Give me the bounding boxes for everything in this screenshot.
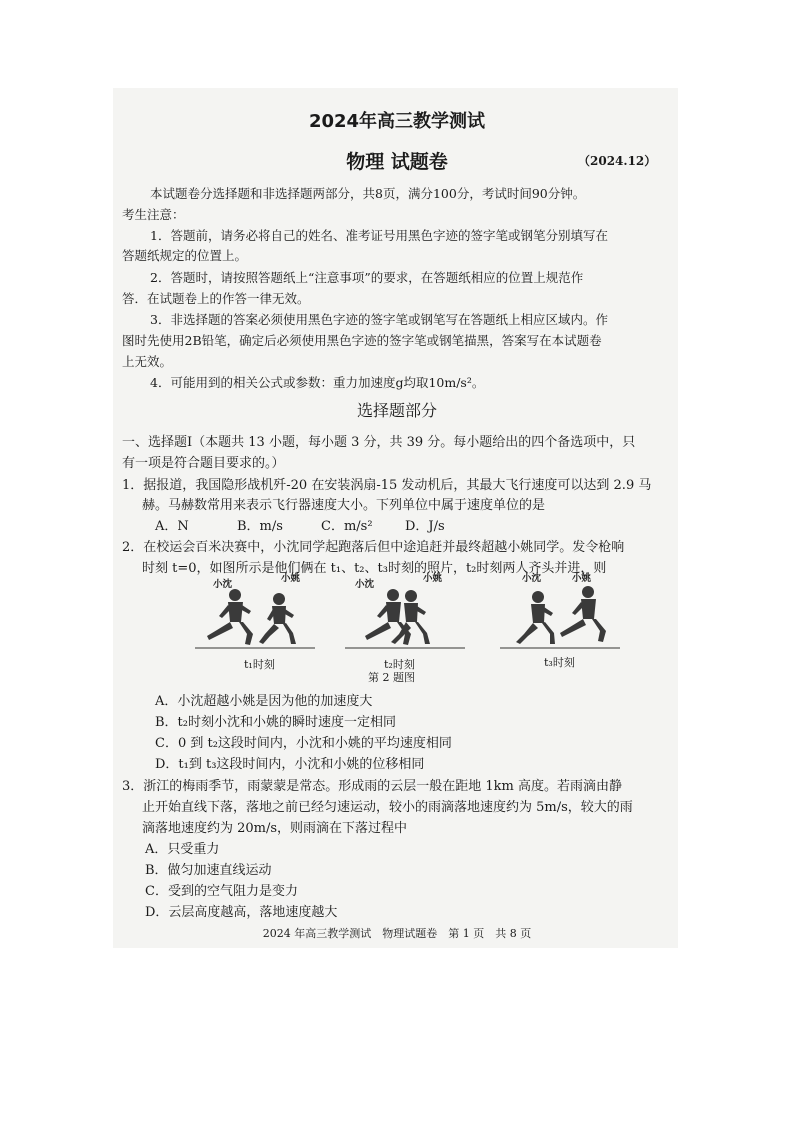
exam-title: 2024年高三教学测试 bbox=[308, 111, 486, 132]
note-2-line-1: 2．答题时，请按照答题纸上“注意事项”的要求，在答题纸相应的位置上规范作 bbox=[150, 270, 584, 285]
runner-label-yao: 小姚 bbox=[423, 573, 443, 584]
q3-option-a: A．只受重力 bbox=[145, 842, 220, 857]
q2-stem-line-2: 时刻 t=0，如图所示是他们俩在 t₁、t₂、t₃时刻的照片，t₂时刻两人齐头并进，则 bbox=[142, 561, 607, 576]
figure-label-t1: t₁时刻 bbox=[244, 658, 275, 671]
q3-stem-line-2: 止开始直线下落，落地之前已经匀速运动，较小的雨滴落地速度约为 5m/s，较大的雨 bbox=[142, 800, 633, 815]
figure-panel-t3 bbox=[500, 573, 620, 652]
figure-label-t3: t₃时刻 bbox=[544, 656, 575, 669]
note-1-line-2: 答题纸规定的位置上。 bbox=[122, 248, 248, 263]
runner-label-shen: 小沈 bbox=[522, 573, 542, 584]
intro-text: 本试题卷分选择题和非选择题两部分，共8页，满分100分，考试时间90分钟。 bbox=[150, 186, 586, 201]
part1-heading-line-2: 有一项是符合题目要求的。） bbox=[122, 456, 285, 471]
runner-label-shen: 小沈 bbox=[213, 579, 233, 590]
note-3-line-1: 3．非选择题的答案必须使用黑色字迹的签字笔或钢笔写在答题纸上相应区域内。作 bbox=[150, 312, 608, 327]
runner-label-shen: 小沈 bbox=[355, 579, 375, 590]
q3-stem-line-1: 3．浙江的梅雨季节，雨蒙蒙是常态。形成雨的云层一般在距地 1km 高度。若雨滴由静 bbox=[122, 779, 623, 794]
section-title: 选择题部分 bbox=[356, 401, 437, 420]
figure-caption: 第 2 题图 bbox=[368, 671, 415, 684]
q1-option-b: B．m/s bbox=[237, 519, 283, 534]
note-3-line-2: 图时先使用2B铅笔，确定后必须使用黑色字迹的签字笔或钢笔描黑，答案写在本试题卷 bbox=[122, 333, 602, 348]
q1-stem-line-2: 赫。马赫数常用来表示飞行器速度大小。下列单位中属于速度单位的是 bbox=[142, 498, 546, 513]
exam-subtitle: 物理 试题卷 bbox=[346, 151, 448, 173]
runner-label-yao: 小姚 bbox=[572, 573, 592, 584]
q3-stem-line-3: 滴落地速度约为 20m/s，则雨滴在下落过程中 bbox=[142, 821, 408, 836]
note-2-line-2: 答．在试题卷上的作答一律无效。 bbox=[122, 291, 310, 306]
note-1-line-1: 1．答题前，请务必将自己的姓名、准考证号用黑色字迹的签字笔或钢笔分别填写在 bbox=[150, 228, 608, 243]
q1-option-c: C．m/s² bbox=[321, 519, 373, 534]
q2-option-d: D．t₁到 t₃这段时间内，小沈和小姚的位移相同 bbox=[155, 757, 425, 772]
figure-label-t2: t₂时刻 bbox=[384, 658, 415, 671]
q1-option-d: D．J/s bbox=[405, 519, 445, 534]
exam-date: （2024.12） bbox=[578, 154, 657, 168]
q2-option-a: A．小沈超越小姚是因为他的加速度大 bbox=[155, 694, 373, 709]
q2-option-b: B．t₂时刻小沈和小姚的瞬时速度一定相同 bbox=[155, 715, 396, 730]
figure-panel-t2 bbox=[345, 573, 465, 652]
part1-heading-line-1: 一、选择题Ⅰ（本题共 13 小题，每小题 3 分，共 39 分。每小题给出的四个备选项中，只 bbox=[122, 435, 636, 450]
q3-option-b: B．做匀加速直线运动 bbox=[145, 863, 272, 878]
q1-stem-line-1: 1．据报道，我国隐形战机歼-20 在安装涡扇-15 发动机后，其最大飞行速度可以达到 2.9 马 bbox=[122, 478, 652, 493]
q2-stem-line-1: 2．在校运会百米决赛中，小沈同学起跑落后但中途追赶并最终超越小姚同学。发令枪响 bbox=[122, 540, 625, 555]
notes-title: 考生注意： bbox=[122, 207, 185, 222]
figure-panel-t1 bbox=[195, 573, 315, 652]
runner-label-yao: 小姚 bbox=[281, 573, 301, 584]
q2-option-c: C．0 到 t₂这段时间内，小沈和小姚的平均速度相同 bbox=[155, 736, 452, 751]
runners-t3-illustration bbox=[500, 578, 620, 652]
q3-option-d: D．云层高度越高，落地速度越大 bbox=[145, 905, 338, 920]
note-3-line-3: 上无效。 bbox=[122, 354, 173, 369]
q3-option-c: C．受到的空气阻力是变力 bbox=[145, 884, 298, 899]
q1-option-a: A．N bbox=[155, 519, 189, 534]
note-4-line-1: 4．可能用到的相关公式或参数：重力加速度g均取10m/s²。 bbox=[150, 375, 485, 390]
page-footer: 2024 年高三教学测试 物理试题卷 第 1 页 共 8 页 bbox=[262, 927, 532, 940]
